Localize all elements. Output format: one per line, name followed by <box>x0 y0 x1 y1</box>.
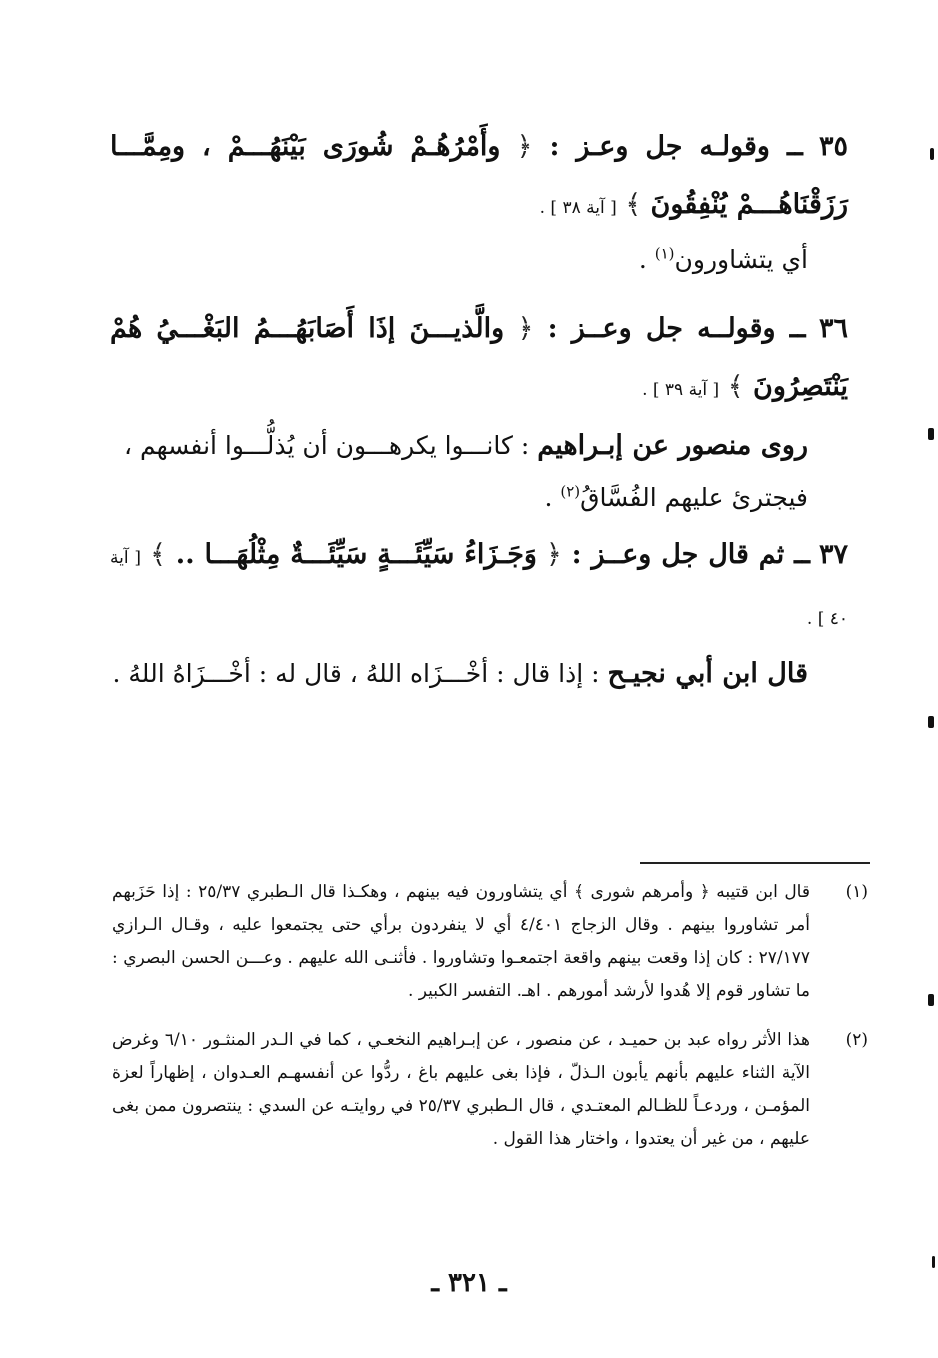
footnote-1 <box>112 876 868 1008</box>
explanation-end: . <box>544 483 561 512</box>
entry-heading: ــ ثم قال جل وعــز : <box>561 539 810 570</box>
scan-mark <box>928 716 934 728</box>
open-bracket-ornament: ﴿ <box>545 539 562 570</box>
footnote-ref: (٢) <box>560 482 581 501</box>
quran-quote: وأَمْرُهُـمْ شُورَى بَيْنَهُـــمْ ، ومِمَّـــا رَزَقْنَاهُـــمْ يُنْفِقُونَ <box>110 131 848 220</box>
footnote-number: (١) <box>845 882 868 902</box>
entry-number: ٣٥ <box>818 131 848 162</box>
explanation-36 <box>110 420 848 524</box>
explanation-end: . <box>638 245 655 274</box>
footnote-text: قال ابن قتيبه ﴿ وأمرهم شورى ﴾ أي يتشاورون فيه بينهم ، وهكـذا قال الـطبري ٢٥/٣٧ : إذا حَزَبهم أمر تشاوروا بينهم . وقال الزجاج ٤/٤٠١ أي لا ينفردون برأي حتى يجتمعوا عليه ، وقـال الـرازي ٢٧/١٧٧ : كان إذا وقعت بينهم واقعة اجتمعـوا وتشاوروا . فأثنـى الله عليهم . وعـــن الحسن البصري : ما تشاور قوم إلا هُدوا لأرشد أمورهم . اهـ. التفسر الكبير . <box>112 882 811 1001</box>
verse-citation: [ آية ٣٩ ] . <box>642 380 720 400</box>
footnote-number: (٢) <box>845 1030 868 1050</box>
footnote-ref: (١) <box>654 244 675 263</box>
explanation-end: . <box>112 659 129 688</box>
open-bracket-ornament: ﴿ <box>517 313 534 344</box>
explanation-body: : كانـــوا يكرهـــون أن يُذلُّـــوا أنفسهم ، فيجترئ عليهم الفُسَّاقُ <box>123 431 808 512</box>
entry-heading: ــ وقولـه جل وعـز : <box>532 131 803 162</box>
explanation-text <box>110 648 848 700</box>
scan-mark <box>930 148 934 160</box>
close-bracket-ornament: ﴾ <box>150 539 166 570</box>
entry-heading: ــ وقولــه جل وعــز : <box>533 313 806 344</box>
close-bracket-ornament: ﴾ <box>625 189 642 220</box>
narrator-lead: روى منصور عن إبـراهيم <box>537 430 808 461</box>
entry-number: ٣٧ <box>819 539 849 570</box>
quran-quote: والَّذيـــنَ إذَا أَصَابَهُـــمُ البَغْـــيُ هُمْ يَنْتَصِرُونَ <box>110 313 848 402</box>
scan-mark <box>928 994 934 1006</box>
quran-quote: وَجَـزَاءُ سَيِّئَـــةٍ سَيِّئَـــةٌ مِثْلُهَـــا .. <box>165 539 537 570</box>
open-bracket-ornament: ﴿ <box>516 131 533 162</box>
verse-citation: [ آية ٣٨ ] . <box>539 198 617 218</box>
entry-37 <box>110 526 848 648</box>
explanation-35 <box>110 234 848 286</box>
entry-verse <box>110 526 848 648</box>
explanation-body: : إذا قال : أخْـــزَاه اللهُ ، قال له : أخْـــزَاهُ اللهُ <box>128 659 608 688</box>
verse-citation: [ آية ٤٠ ] . <box>110 548 848 629</box>
close-bracket-ornament: ﴾ <box>727 371 744 402</box>
narrator-lead: قال ابن أبي نجيـح <box>607 658 808 689</box>
page-number: ـ ٣٢١ ـ <box>431 1268 507 1298</box>
explanation-37 <box>110 648 848 700</box>
footnote-text: هذا الأثر رواه عبد بن حميـد ، عن منصور ، عن إبـراهيم النخعـي ، كما في الـدر المنثـور ٦/١٠ وغرض الآية الثناء عليهم بأنهم يأبون الـذلّ ، فإذا بغى عليهم باغ ، ردُّوا عن أنفسهـم العـدوان ، إظهاراً لعزة المؤمـن ، وردعـاً للظـالم المعتـدي ، قال الـطبري ٢٥/٣٧ في روايتـه عن السدي : ينتصرون ممن بغى عليهم ، من غير أن يعتدوا ، واختار هذا القول . <box>112 1030 811 1149</box>
entry-36 <box>110 300 848 419</box>
entry-35 <box>110 118 848 237</box>
explanation-text <box>110 234 848 286</box>
footnote-2 <box>112 1024 868 1156</box>
entry-verse <box>110 300 848 419</box>
explanation-text <box>110 420 848 524</box>
scan-mark <box>932 1256 935 1268</box>
entry-number: ٣٦ <box>818 313 848 344</box>
entry-verse <box>110 118 848 237</box>
footnote-separator <box>640 862 870 864</box>
scan-mark <box>928 428 934 440</box>
explanation-body: أي يتشاورون <box>674 245 808 274</box>
